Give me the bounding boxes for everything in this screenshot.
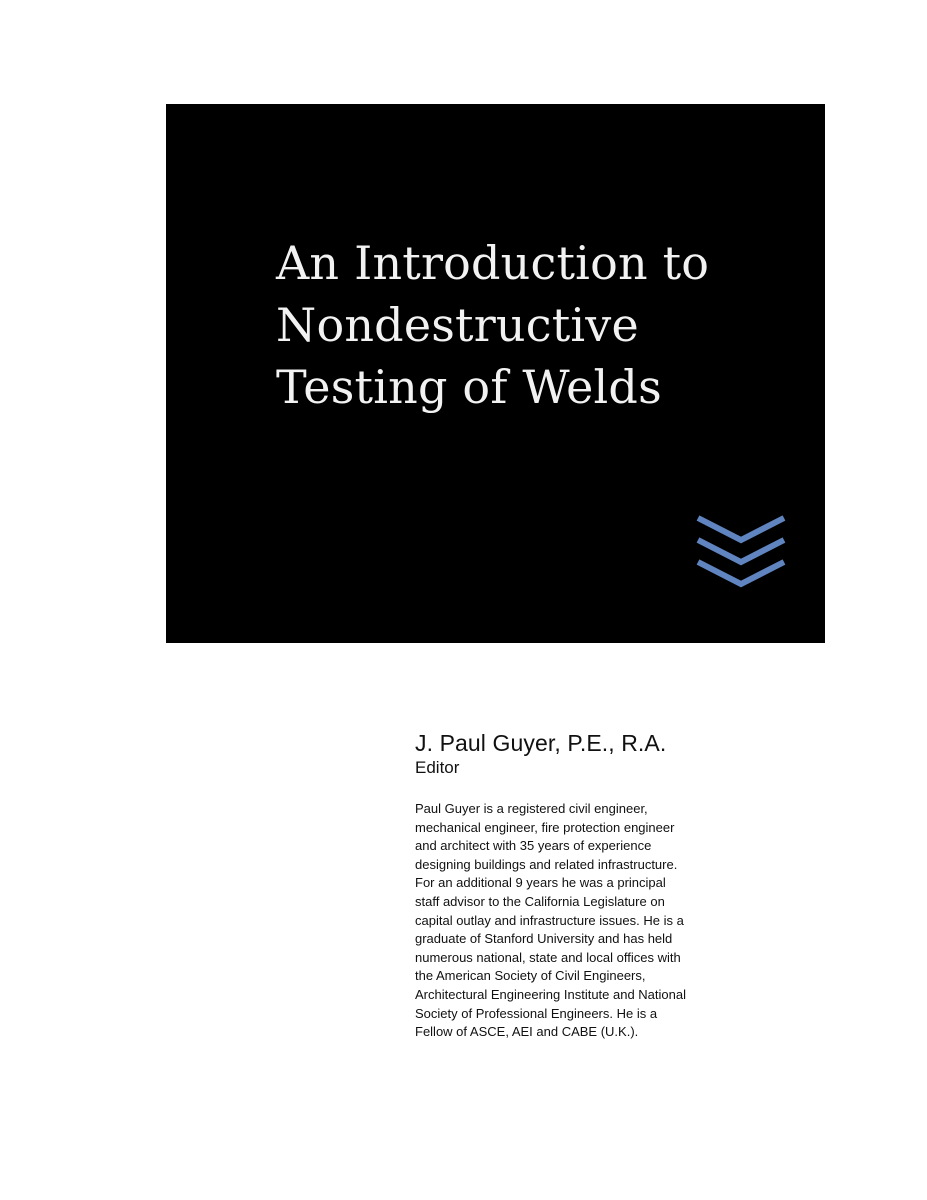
bio-line: numerous national, state and local offices with [415,949,681,965]
author-role: Editor [415,758,460,777]
bio-line: For an additional 9 years he was a principal [415,875,666,891]
chevron-stroke-top [698,518,784,540]
bio-line: the American Society of Civil Engineers, [415,968,646,984]
bio-line: capital outlay and infrastructure issues. He is a [415,912,684,928]
bio-line: staff advisor to the California Legislature on [415,893,665,909]
bio-line: Paul Guyer is a registered civil engineer, [415,801,648,816]
cover-panel [166,104,825,643]
author-bio [415,800,775,1042]
bio-line: designing buildings and related infrastructure. [415,856,678,872]
bio-line: mechanical engineer, fire protection engineer [415,819,675,835]
bio-line: Society of Professional Engineers. He is a [415,1005,658,1021]
title-line-3: Testing of Welds [276,360,662,414]
author-name: J. Paul Guyer, P.E., R.A. [415,730,667,756]
title-line-2: Nondestructive [276,298,639,352]
bio-line: Fellow of ASCE, AEI and CABE (U.K.). [415,1024,639,1040]
bio-line: Architectural Engineering Institute and National [415,986,686,1002]
author-block [415,729,785,779]
bio-line: graduate of Stanford University and has held [415,931,673,947]
bio-line: and architect with 35 years of experience [415,838,652,854]
title-line-1: An Introduction to [276,236,710,290]
book-title [276,232,796,418]
triple-chevron-down-icon [696,514,786,594]
